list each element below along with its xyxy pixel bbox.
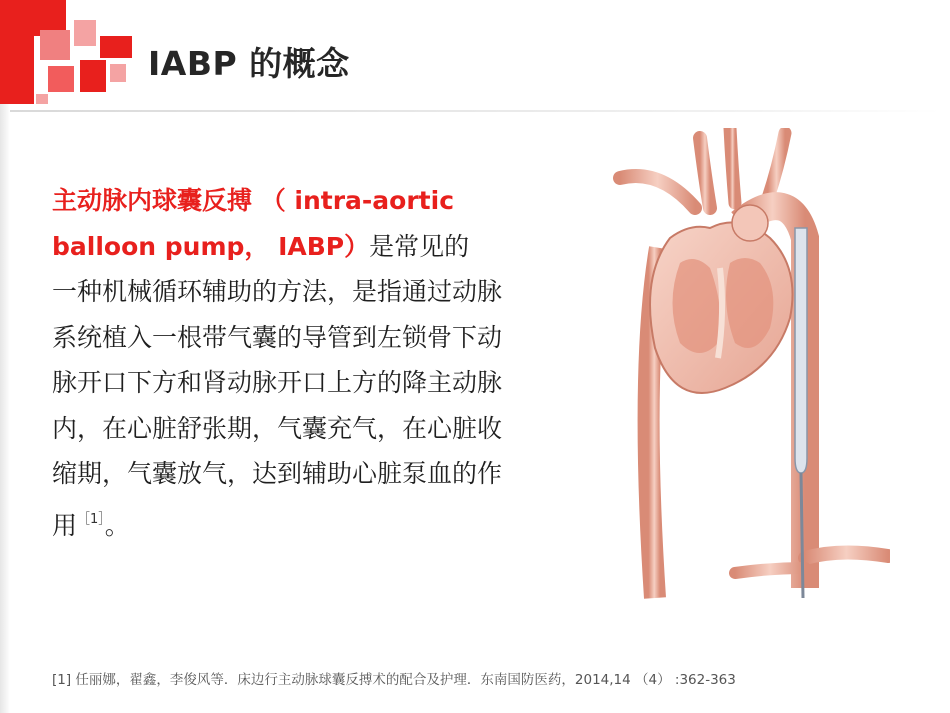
body-line-7: 缩期，气囊放气，达到辅助心脏泵血的作: [52, 459, 503, 488]
body-line-4: 系统植入一根带气囊的导管到左锁骨下动: [52, 322, 503, 352]
body-line-8-end: 。: [104, 510, 130, 540]
body-line-2-tail: 是常见的: [369, 231, 470, 261]
body-line-8-start: 用: [52, 510, 78, 540]
citation-marker: ［1］: [77, 511, 105, 527]
body-paragraph: [52, 178, 552, 548]
title-divider: [10, 110, 940, 112]
body-line-6: 内，在心脏舒张期，气囊充气，在心脏收: [52, 413, 503, 443]
body-line-8: [52, 497, 552, 549]
body-line-5: 脉开口下方和肾动脉开口上方的降主动脉: [52, 368, 503, 397]
body-red-line-2: balloon pump， IABP）: [52, 231, 370, 261]
heart-iabp-illustration: [600, 128, 890, 608]
body-line-3: 一种机械循环辅助的方法，是指通过动脉: [52, 277, 503, 306]
body-line-2: [52, 224, 552, 270]
reference-footnote: [1] 任丽娜，翟鑫，李俊风等．床边行主动脉球囊反搏术的配合及护理．东南国防医药，2014,14 （4） :362-363: [52, 672, 736, 688]
page-title: IABP 的概念: [148, 44, 350, 83]
brand-logo: [0, 0, 140, 105]
left-decorative-strip: [0, 95, 10, 713]
body-red-line-1: 主动脉内球囊反搏 （ intra-aortic: [52, 186, 455, 215]
